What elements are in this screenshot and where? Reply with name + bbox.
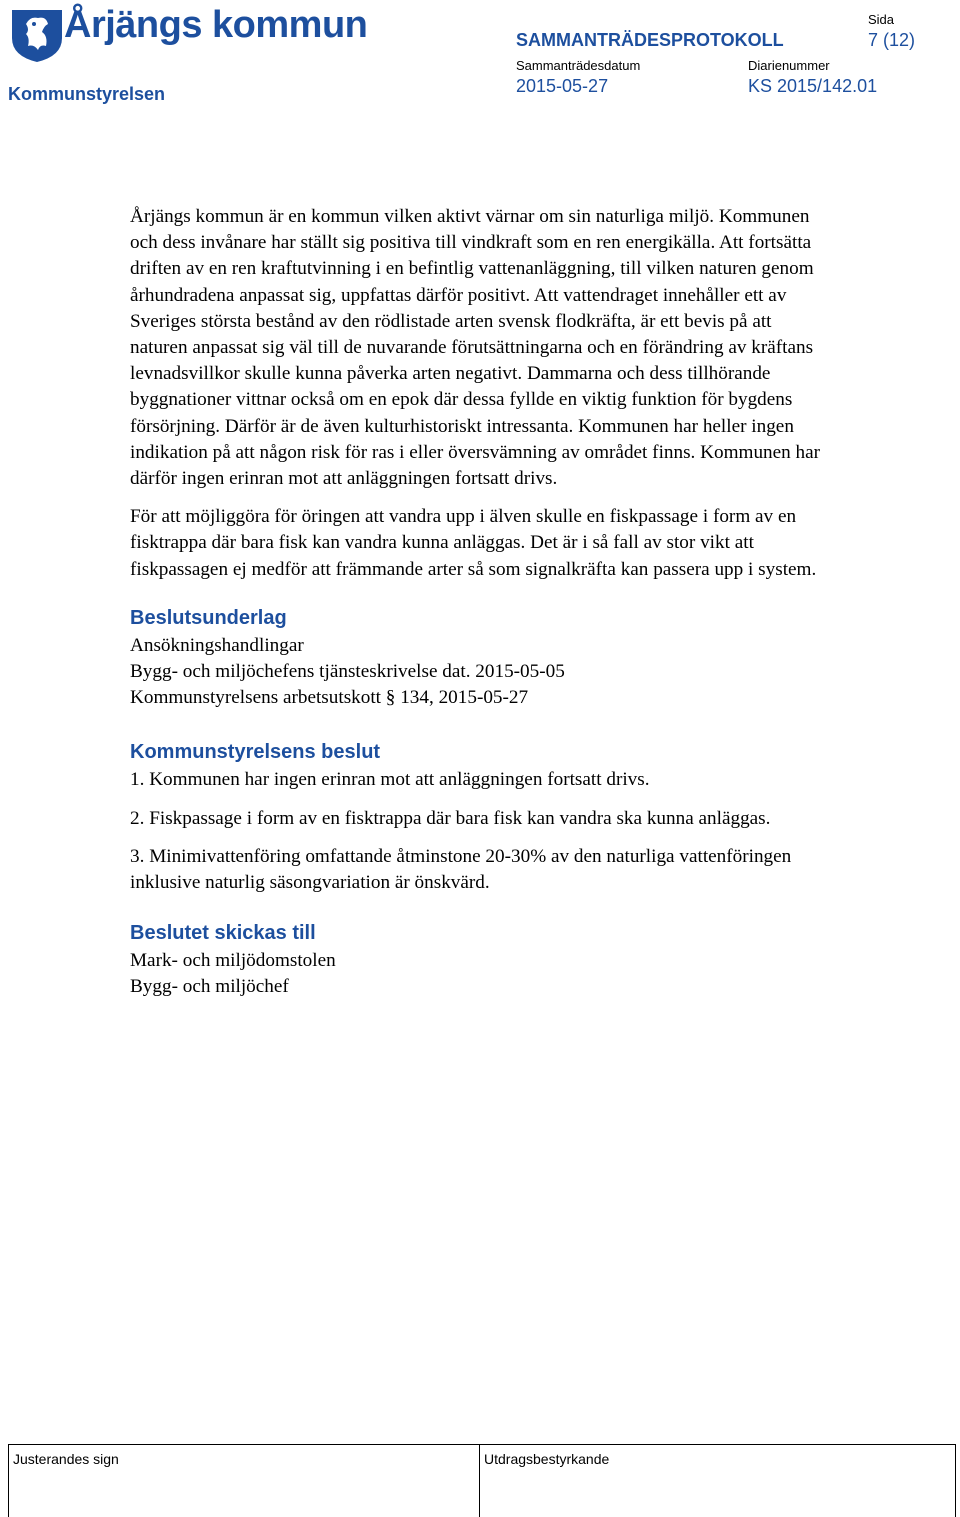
recipient-item: Mark- och miljödomstolen — [130, 950, 336, 972]
decision-item: 3. Minimivattenföring omfattande åtminstone 20-30% av den naturliga vattenföringen inklusive naturlig säsongvariation är önskvärd. — [130, 845, 792, 894]
protocol-body — [130, 204, 830, 1001]
signature-footer — [8, 1444, 956, 1517]
registration-number: KS 2015/142.01 — [748, 76, 878, 96]
basis-item: Kommunstyrelsens arbetsutskott § 134, 2015-05-27 — [130, 687, 529, 709]
meeting-date-label: Sammanträdesdatum — [516, 58, 641, 73]
basis-item: Bygg- och miljöchefens tjänsteskrivelse dat. 2015-05-05 — [130, 661, 565, 683]
recipient-item: Bygg- och miljöchef — [130, 976, 289, 998]
heading-beslutsunderlag: Beslutsunderlag — [130, 606, 287, 629]
coat-of-arms-lion-icon — [12, 10, 62, 62]
decision-item: 2. Fiskpassage i form av en fisktrappa där bara fisk kan vandra ska kunna anläggas. — [130, 807, 771, 829]
document-type: SAMMANTRÄDESPROTOKOLL — [516, 30, 784, 50]
heading-beslutet-skickas-till: Beslutet skickas till — [130, 922, 316, 945]
sign-label: Justerandes sign — [13, 1451, 119, 1467]
paragraph-assessment: Årjängs kommun är en kommun vilken aktivt värnar om sin naturliga miljö. Kommunen och dess invånare har ställt sig positiva till vindkraft som en ren energikälla. Att fortsätta driften av en ren kraftutvinning i en befintlig vattenanläggning, till vilken naturen genom århundradena anpassat sig, uppfattas därför positivt. Att vattendraget innehåller ett av Sveriges största bestånd av den rödlistade arten svensk flodkräfta, är ett bevis på att naturen anpassat sig väl till de nuvarande förutsättningarna och en förändring av kräftans levnadsvillkor skulle kunna påverka arten negativt. Dammarna och dess tillhörande byggnationer vittnar också om en epok där dessa fyllde en viktig funktion för bygdens försörjning. Därför är de även kulturhistoriskt intressanta. Kommunen har heller ingen indikation på att någon risk för ras i eller översvämning av området finns. Kommunen har därför ingen erinran mot att anläggningen fortsatt drivs. — [130, 206, 821, 490]
meeting-date: 2015-05-27 — [516, 76, 609, 96]
page-number: 7 (12) — [868, 30, 916, 50]
paragraph-fish-passage: För att möjliggöra för öringen att vandra upp i älven skulle en fiskpassage i form av en fisktrappa där bara fisk kan vandra kunna anläggas. Det är i så fall av stor vikt att fiskpassagen ej medför att främmande arter så som signalkräfta kan passera upp i system. — [130, 506, 817, 580]
sign-field — [8, 1445, 480, 1517]
heading-kommunstyrelsens-beslut: Kommunstyrelsens beslut — [130, 741, 381, 764]
registration-label: Diarienummer — [748, 58, 830, 73]
extract-label: Utdragsbestyrkande — [484, 1451, 610, 1467]
organ-name: Kommunstyrelsen — [8, 84, 166, 104]
decision-item: 1. Kommunen har ingen erinran mot att anläggningen fortsatt drivs. — [130, 769, 650, 791]
extract-certification-field — [480, 1445, 956, 1517]
basis-item: Ansökningshandlingar — [130, 634, 304, 656]
logo-text: Årjängs kommun — [64, 4, 368, 46]
page-label: Sida — [868, 12, 895, 27]
